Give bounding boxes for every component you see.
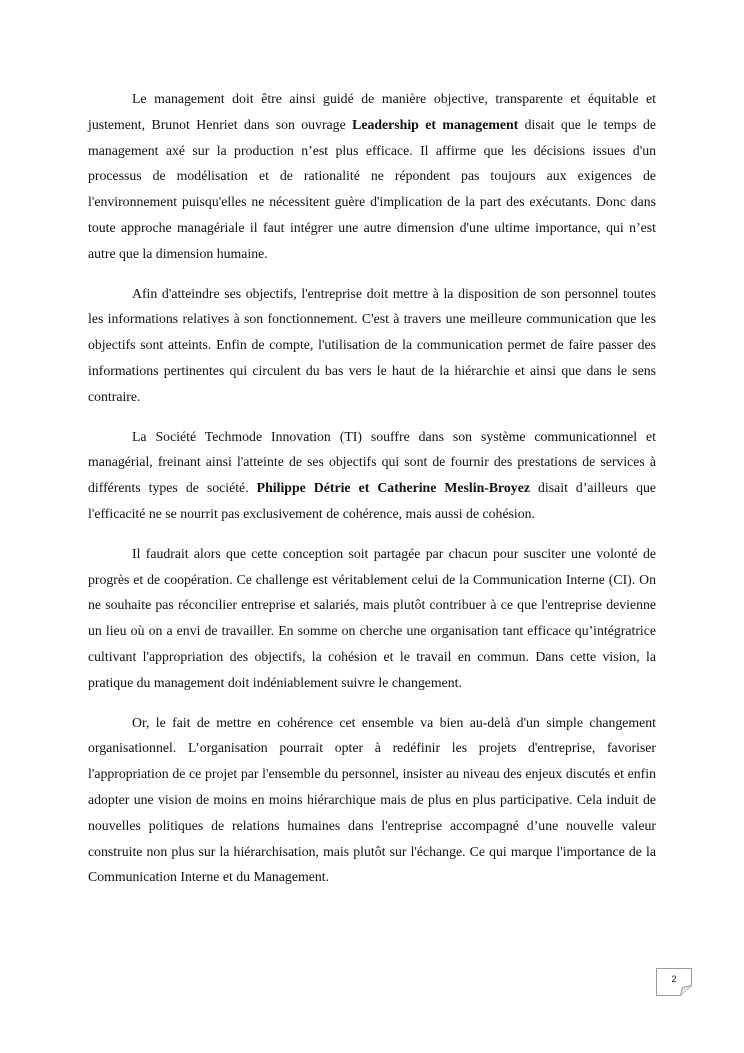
paragraph-1-bold-title: Leadership et management [352, 116, 519, 132]
paragraph-2-text-1: Afin d'atteindre ses objectifs, l'entreprise doit mettre à la disposition de son personnel toutes les informations relatives à son fonctionnement. C'est à travers une meilleure communication que les objectifs sont atteints. Enfin de compte, l'utilisation de la communication permet de faire passer des informations pertinentes qui circulent du bas vers le haut de la hiérarchie et ainsi que dans le sens contraire. [88, 285, 656, 404]
paragraph-3-text-1: La Société Techmode Innovation (TI) souffre dans son système communicationnel et managérial, freinant ainsi l'atteinte de ses objectifs qui sont de fournir des prestations de services à différents types de société. [88, 428, 656, 496]
paragraph-2 [88, 281, 656, 410]
paragraph-1-text-2: disait que le temps de management axé sur la production n’est plus efficace. Il affirme que les décisions issues d'un processus de modélisation et de rationalité ne répondent pas toujours aux exigences de l'environnement puisqu'elles ne nécessitent guère d'implication de la part des exécutants. Donc dans toute approche managériale il faut intégrer une autre dimension d'une ultime importance, qui n’est autre que la dimension humaine. [88, 116, 656, 261]
paragraph-4 [88, 541, 656, 696]
paragraph-3 [88, 424, 656, 527]
paragraph-3-bold-authors: Philippe Détrie et Catherine Meslin-Broyez [256, 480, 530, 496]
paragraph-4-text-1: Il faudrait alors que cette conception soit partagée par chacun pour susciter une volonté de progrès et de coopération. Ce challenge est véritablement celui de la Communication Interne (CI). On ne souhaite pas réconcilier entreprise et salariés, mais plutôt contribuer à ce que l'entreprise devienne un lieu où on a envi de travailler. En somme on cherche une organisation tant efficace qu’intégratrice cultivant l'appropriation des objectifs, la cohésion et le travail en commun. Dans cette vision, la pratique du management doit indéniablement suivre le changement. [88, 545, 656, 690]
paragraph-1 [88, 86, 656, 267]
page-number-box [656, 968, 692, 996]
paragraph-1-text-1: Le management doit être ainsi guidé de manière objective, transparente et équitable et justement, Brunot Henriet dans son ouvrage [88, 91, 656, 132]
paragraph-5 [88, 710, 656, 891]
document-body [88, 86, 656, 904]
paragraph-3-text-2: disait d’ailleurs que l'efficacité ne se nourrit pas exclusivement de cohérence, mais aussi de cohésion. [88, 480, 656, 521]
page-number: 2 [671, 974, 677, 984]
paragraph-5-text-1: Or, le fait de mettre en cohérence cet ensemble va bien au-delà d'un simple changement organisationnel. L’organisation pourrait opter à redéfinir les projets d'entreprise, favoriser l'appropriation de ce projet par l'ensemble du personnel, insister au niveau des enjeux discutés et enfin adopter une vision de moins en moins hiérarchique mais de plus en plus participative. Cela induit de nouvelles politiques de relations humaines dans l'entreprise accompagné d’une nouvelle valeur construite non plus sur la hiérarchisation, mais plutôt sur l'échange. Ce qui marque l'importance de la Communication Interne et du Management. [88, 714, 656, 885]
